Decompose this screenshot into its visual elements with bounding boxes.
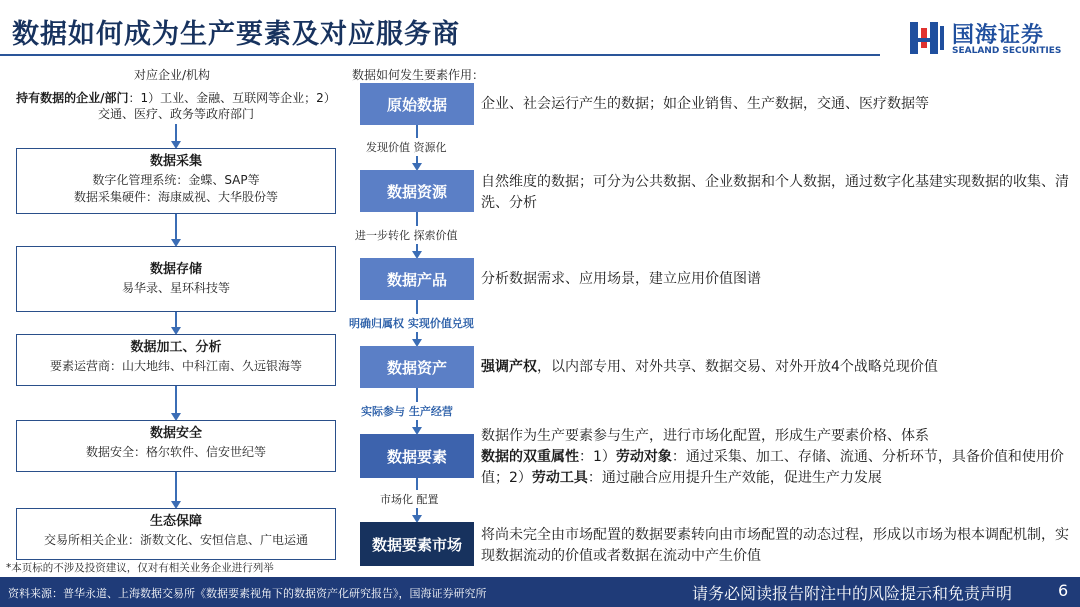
description-data-asset	[481, 357, 1071, 378]
box-data-storage	[16, 246, 336, 312]
box-line: 数字化管理系统：金蝶、SAP等	[92, 173, 260, 187]
box-line: 要素运营商：山大地纬、中科江南、久远银海等	[49, 359, 302, 373]
company-logo	[908, 16, 1068, 60]
flow-arrow	[175, 386, 177, 414]
header-divider	[0, 54, 880, 56]
data-owner-text	[16, 90, 336, 122]
flow-arrow	[175, 214, 177, 240]
disclaimer-note: *本页标的不涉及投资建议，仅对有相关业务企业进行列举	[6, 562, 274, 574]
sealand-logo-icon	[908, 18, 946, 58]
footer-disclaimer: 请务必阅读报告附注中的风险提示和免责声明	[692, 584, 1013, 603]
transition-label: 实际参与 生产经营	[359, 402, 455, 420]
description-line: 数据作为生产要素参与生产，进行市场化配置，形成生产要素价格、体系	[481, 428, 929, 444]
stage-data-element: 数据要素	[360, 434, 474, 478]
box-ecosystem-support	[16, 508, 336, 560]
data-owner-label: 持有数据的企业/部门	[16, 91, 129, 105]
box-line: 数据采集硬件：海康威视、大华股份等	[73, 190, 278, 204]
box-line: 数据安全：格尔软件、信安世纪等	[85, 445, 266, 459]
transition-label: 市场化 配置	[378, 490, 441, 508]
description-text: ：1）	[579, 449, 616, 465]
description-data-resource: 自然维度的数据；可分为公共数据、企业数据和个人数据，通过数字化基建实现数据的收集、清洗、分析	[481, 174, 1069, 211]
transition-label: 明确归属权 实现价值兑现	[347, 314, 476, 332]
description-data-product: 分析数据需求、应用场景，建立应用价值图谱	[481, 271, 761, 287]
description-text: ，以内部专用、对外共享、数据交易、对外开放4个战略兑现价值	[537, 359, 938, 375]
stage-raw-data: 原始数据	[360, 83, 474, 125]
box-line: 交易所相关企业：浙数文化、安恒信息、广电运通	[43, 533, 308, 547]
flow-arrow	[175, 124, 177, 142]
flow-arrow	[175, 312, 177, 328]
box-title: 数据存储	[149, 262, 202, 277]
box-data-security	[16, 420, 336, 472]
emphasis-dual-attributes: 数据的双重属性	[481, 449, 579, 465]
logo-chinese-name: 国海证券	[952, 23, 1045, 48]
box-line: 易华录、星环科技等	[121, 281, 230, 295]
transition-label: 进一步转化 探索价值	[353, 226, 460, 244]
box-title: 数据加工、分析	[130, 340, 222, 355]
box-data-processing	[16, 334, 336, 386]
emphasis-labor-object: 劳动对象	[615, 449, 672, 465]
description-text: ：通过融合应用提升生产效能，促进生产力发展	[587, 470, 882, 486]
transition-label: 发现价值 资源化	[364, 138, 449, 156]
description-line	[481, 447, 1071, 489]
description-text: ：通过采集、加工、存储、流通、分析环节，具备价值和使用价值；2）	[481, 449, 1064, 486]
page-title: 数据如何成为生产要素及对应服务商	[12, 19, 460, 50]
flow-arrow	[175, 472, 177, 502]
stage-data-asset: 数据资产	[360, 346, 474, 388]
box-title: 生态保障	[149, 514, 202, 529]
box-title: 数据安全	[149, 426, 202, 441]
data-owner-detail: ：1）工业、金融、互联网等企业；2）交通、医疗、政务等政府部门	[97, 91, 336, 121]
description-data-element	[481, 426, 1071, 489]
footer-bar	[0, 577, 1080, 607]
logo-english-name: SEALAND SECURITIES	[952, 46, 1062, 56]
stage-data-product: 数据产品	[360, 258, 474, 300]
box-data-collection	[16, 148, 336, 214]
box-title: 数据采集	[149, 154, 202, 169]
footer-source: 资料来源：普华永道、上海数据交易所《数据要素视角下的数据资产化研究报告》，国海证券研究所	[8, 587, 487, 600]
stage-data-resource: 数据资源	[360, 170, 474, 212]
description-raw-data: 企业、社会运行产生的数据；如企业销售、生产数据，交通、医疗数据等	[481, 96, 929, 112]
emphasis-labor-tool: 劳动工具	[531, 470, 588, 486]
emphasis-property-rights: 强调产权	[481, 359, 537, 375]
description-data-element-market: 将尚未完全由市场配置的数据要素转向由市场配置的动态过程，形成以市场为根本调配机制，实现数据流动的价值或者数据在流动中产生价值	[481, 527, 1069, 564]
middle-column-title: 数据如何发生要素作用：	[352, 68, 485, 82]
page-number: 6	[1058, 581, 1069, 600]
stage-data-element-market: 数据要素市场	[360, 522, 474, 566]
left-column-title: 对应企业/机构	[134, 68, 211, 82]
